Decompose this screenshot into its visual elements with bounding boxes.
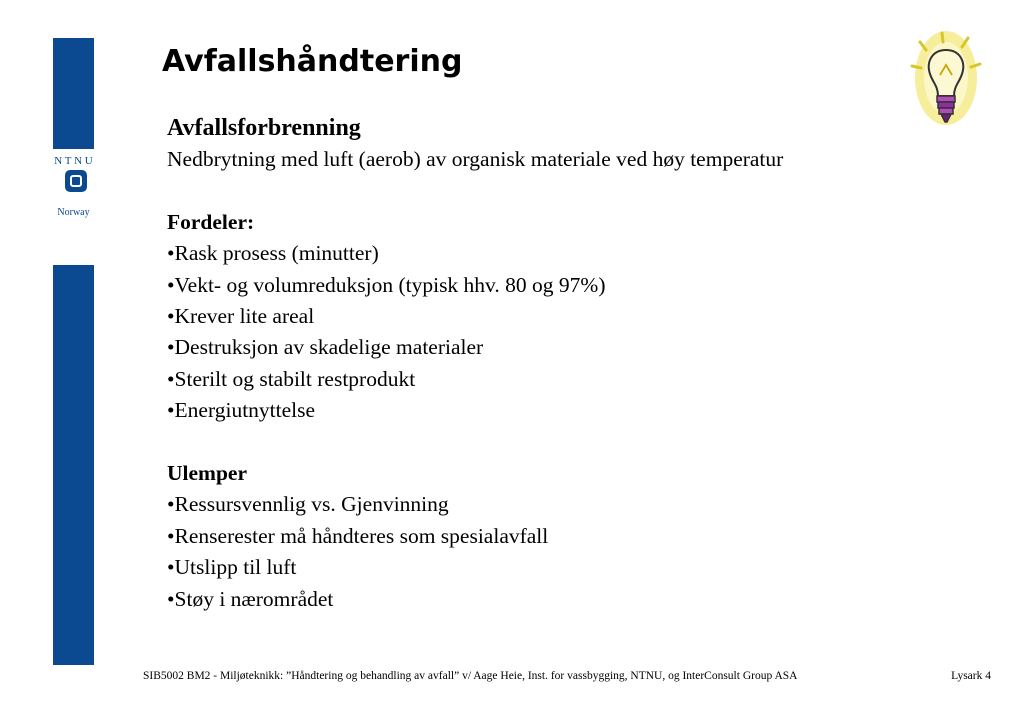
advantage-item: •Krever lite areal: [167, 304, 315, 329]
slide-content: [167, 112, 947, 615]
footer: [143, 670, 991, 682]
disadvantage-item: •Støy i nærområdet: [167, 586, 334, 611]
sidebar-band: [53, 38, 94, 665]
description-text: Nedbrytning med luft (aerob) av organisk materiale ved høy temperatur: [167, 147, 784, 171]
footer-text: SIB5002 BM2 - Miljøteknikk: ”Håndtering og behandling av avfall” v/ Aage Heie, Inst. for vassbygging, NTNU, og InterConsult Group ASA: [143, 670, 798, 682]
ntnu-logo-icon: [65, 170, 87, 192]
disadvantage-item: •Ressursvennlig vs. Gjenvinning: [167, 492, 449, 517]
advantage-item: •Vekt- og volumreduksjon (typisk hhv. 80 og 97%): [167, 272, 606, 297]
advantage-item: •Rask prosess (minutter): [167, 241, 379, 266]
advantage-item: •Sterilt og stabilt restprodukt: [167, 366, 416, 391]
advantage-item: •Energiutnyttelse: [167, 398, 316, 423]
logo-top-text: N T N U: [54, 155, 93, 167]
disadvantage-item: •Utslipp til luft: [167, 555, 297, 580]
advantages-heading: Fordeler:: [167, 209, 255, 234]
disadvantages-heading: Ulemper: [167, 461, 247, 486]
logo-bottom-text: Norway: [57, 207, 90, 218]
slide-number: Lysark 4: [951, 670, 991, 682]
disadvantage-item: •Renserester må håndteres som spesialavfall: [167, 523, 549, 548]
page-title: Avfallshåndtering: [162, 44, 463, 79]
advantage-item: •Destruksjon av skadelige materialer: [167, 335, 484, 360]
section-heading: Avfallsforbrenning: [167, 115, 361, 141]
